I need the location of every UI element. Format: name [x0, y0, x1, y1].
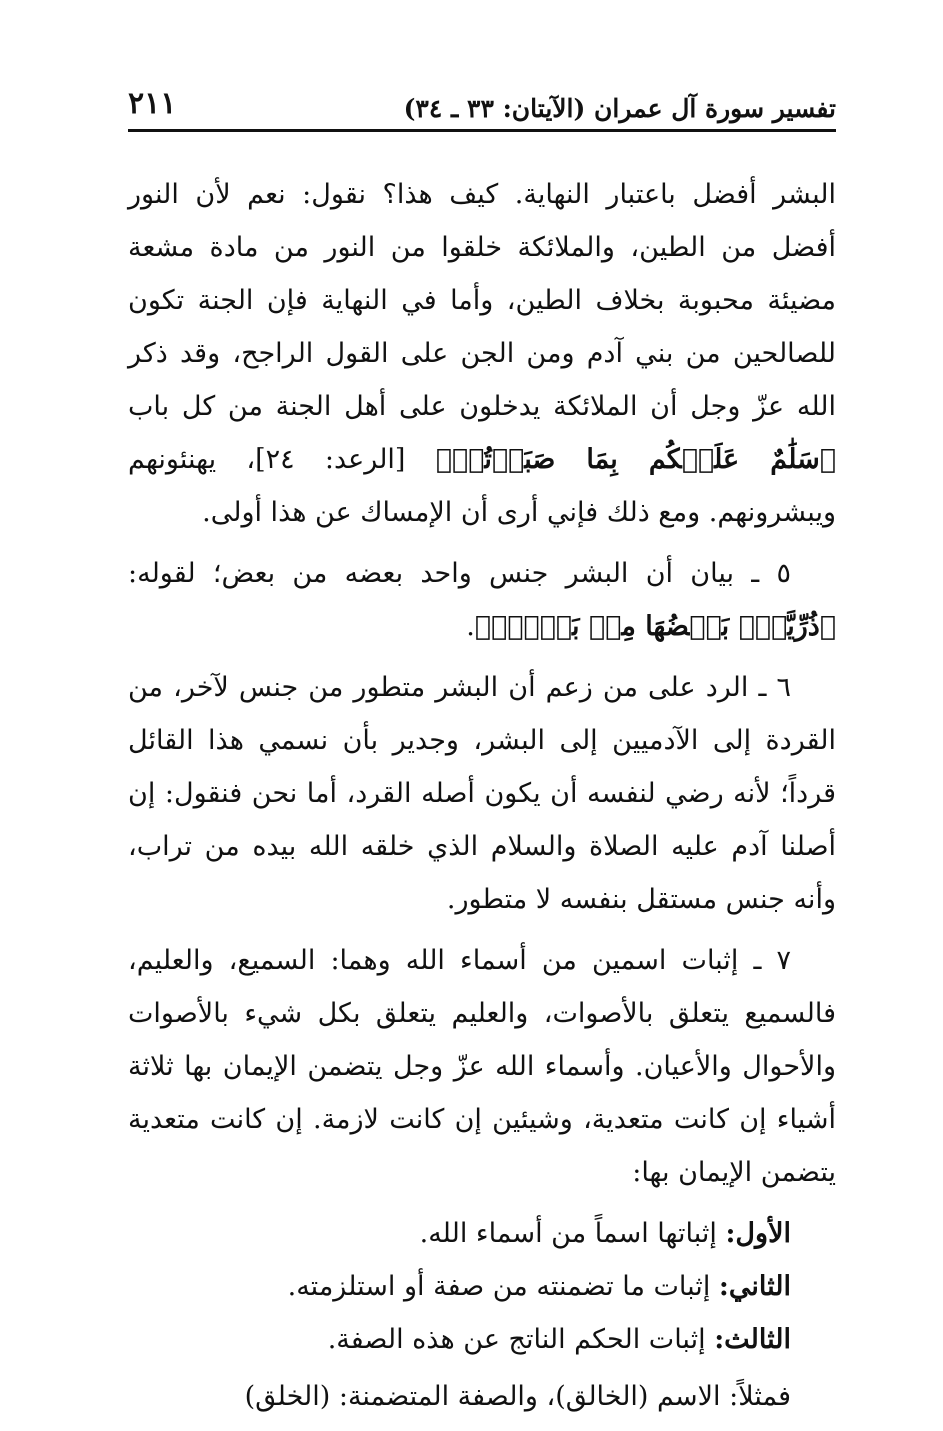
list-item-first-label: الأول: — [725, 1218, 791, 1249]
paragraph-1-text-b: [الرعد: ٢٤]، يهنئونهم ويبشرونهم. ومع ذلك فإني أرى أن الإمساك عن هذا أولى. — [128, 444, 836, 528]
paragraph-3: ٦ ـ الرد على من زعم أن البشر متطور من جنس لآخر، من القردة إلى الآدميين إلى البشر، وجدير بأن نسمي هذا القائل قرداً؛ لأنه رضي لنفسه أن يكون أصله القرد، أما نحن فنقول: إن أصلنا آدم عليه الصلاة والسلام الذي خلقه الله بيده من تراب، وأنه جنس مستقل بنفسه لا متطور. — [128, 672, 836, 915]
running-header — [128, 80, 836, 132]
list-item-second-label: الثاني: — [718, 1271, 791, 1302]
quran-verse-1: ﴿سَلَٰمٌ عَلَيۡكُم بِمَا صَبَرۡتُمۡ﴾ — [435, 444, 836, 475]
list-item-first — [128, 1207, 836, 1260]
header-divider — [128, 129, 836, 132]
list-item-third — [128, 1313, 836, 1366]
paragraph-2-text-b: . — [466, 611, 475, 642]
paragraph-1 — [128, 168, 836, 539]
page-number: ٢١١ — [128, 86, 177, 121]
list-item-second — [128, 1260, 836, 1313]
body-text — [128, 168, 836, 1431]
paragraph-1-text-a: البشر أفضل باعتبار النهاية. كيف هذا؟ نقول: نعم لأن النور أفضل من الطين، والملائكة خلقوا من النور من مادة مشعة مضيئة محبوبة بخلاف الطين، وأما في النهاية فإن الجنة تكون للصالحين من بني آدم ومن الجن على القول الراجح، وقد ذكر الله عزّ وجل أن الملائكة يدخلون على أهل الجنة من كل باب — [128, 179, 836, 422]
list-item-second-text: إثبات ما تضمنته من صفة أو استلزمته. — [287, 1271, 719, 1302]
header-title: تفسير سورة آل عمران (الآيتان: ٣٣ ـ ٣٤) — [403, 94, 836, 123]
paragraph-2 — [128, 547, 836, 653]
list-item-third-label: الثالث: — [714, 1324, 791, 1355]
paragraph-5: فمثلاً: الاسم (الخالق)، والصفة المتضمنة: (الخلق) — [244, 1381, 791, 1412]
paragraph-4: ٧ ـ إثبات اسمين من أسماء الله وهما: السميع، والعليم، فالسميع يتعلق بالأصوات، والعليم يتعلق بكل شيء بالأصوات والأحوال والأعيان. وأسماء الله عزّ وجل يتضمن الإيمان بها ثلاثة أشياء إن كانت متعدية، وشيئين إن كانت لازمة. إن كانت متعدية يتضمن الإيمان بها: — [128, 945, 836, 1188]
list-item-first-text: إثباتها اسماً من أسماء الله. — [419, 1218, 726, 1249]
list-item-third-text: إثبات الحكم الناتج عن هذه الصفة. — [327, 1324, 715, 1355]
quran-verse-2: ﴿ذُرِّيَّةَۢ بَعۡضُهَا مِنۢ بَعۡضٖۗ﴾ — [474, 611, 836, 642]
paragraph-2-text-a: ٥ ـ بيان أن البشر جنس واحد بعضه من بعض؛ لقوله: — [128, 558, 791, 589]
